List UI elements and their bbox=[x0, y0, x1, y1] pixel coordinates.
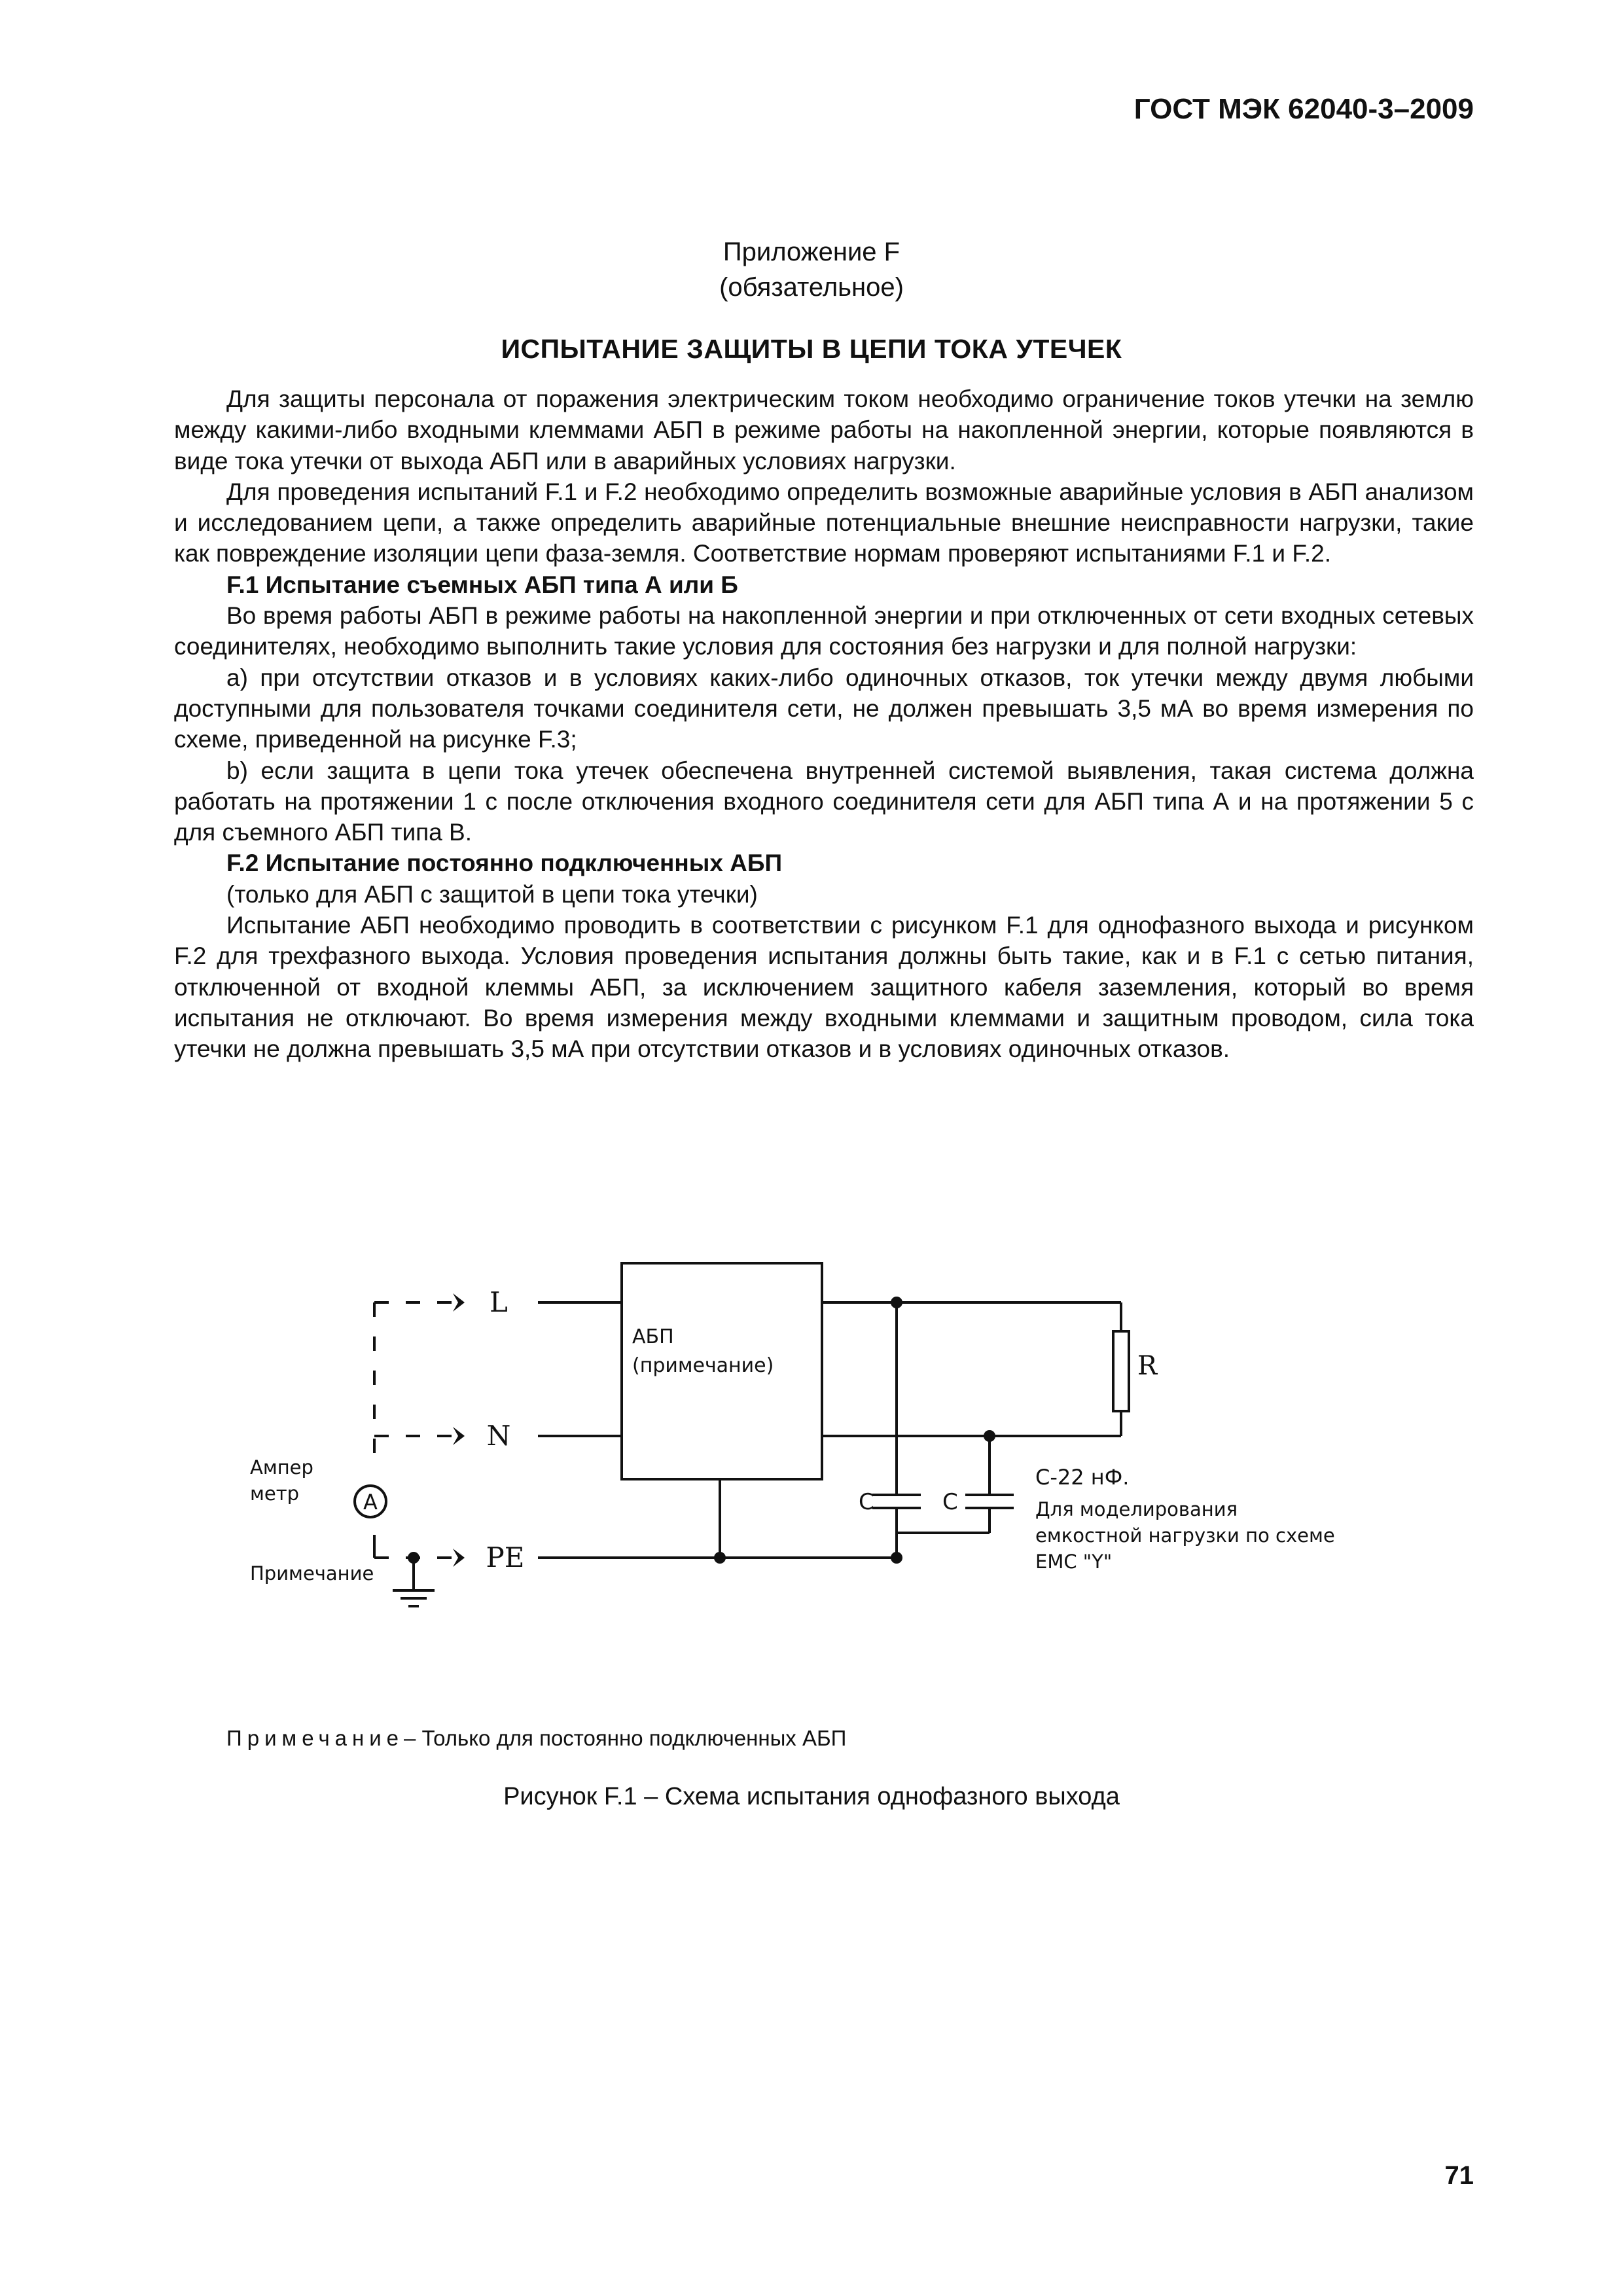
terminal-pe-label: PE bbox=[486, 1541, 525, 1573]
junction-dot bbox=[408, 1552, 419, 1564]
cap1-label: C bbox=[859, 1489, 874, 1515]
paragraph-f2-scope: (только для АБП с защитой в цепи тока утечки) bbox=[226, 880, 758, 908]
paragraph-f1-conditions: Во время работы АБП в режиме работы на накопленной энергии и при отключенных от сети входных сетевых соединителях, необходимо выполнить такие условия для состояния без нагрузки и для полной нагрузки: bbox=[174, 602, 1474, 660]
arrow-pe-icon bbox=[453, 1549, 465, 1567]
terminal-n-label: N bbox=[486, 1420, 511, 1452]
resistor-symbol bbox=[1113, 1331, 1129, 1411]
annex-status: (обязательное) bbox=[719, 273, 904, 302]
paragraph-tests: Для проведения испытаний F.1 и F.2 необходимо определить возможные аварийные условия в АБП анализом и исследованием цепи, а также определить аварийные потенциальные внешние неисправности нагрузки, такие как повреждение изоляции цепи фаза-земля. Соответствие нормам проверяют испытаниями F.1 и F.2. bbox=[174, 478, 1474, 567]
arrow-l-icon bbox=[453, 1293, 465, 1312]
note-text: – Только для постоянно подключенных АБП bbox=[404, 1726, 847, 1750]
junction-dot bbox=[891, 1552, 902, 1564]
ammeter-label-2: метр bbox=[250, 1482, 300, 1505]
subsection-f1-heading: F.1 Испытание съемных АБП типа А или Б bbox=[226, 571, 738, 598]
ammeter-letter: A bbox=[363, 1490, 378, 1515]
annex-title: Приложение F bbox=[722, 238, 901, 266]
cap-description-1: Для моделирования bbox=[1035, 1498, 1238, 1520]
note-label: Примечание bbox=[226, 1726, 404, 1750]
figure-caption: Рисунок F.1 – Схема испытания однофазного выхода bbox=[503, 1783, 1120, 1810]
paragraph-intro: Для защиты персонала от поражения электрическим током необходимо ограничение токов утечки на землю между какими-либо входными клеммами АБП в режиме работы на накопленной энергии, которые появляются в виде тока утечки от выхода АБП или в аварийных условиях нагрузки. bbox=[174, 386, 1474, 475]
paragraph-f1-item-a: a) при отсутствии отказов и в условиях каких-либо одиночных отказов, ток утечки между двумя любыми доступными для пользователя точками соединителя сети, не должен превышать 3,5 мА во время измерения по схеме, приведенной на рисунке F.3; bbox=[174, 664, 1474, 753]
arrow-n-icon bbox=[453, 1427, 465, 1445]
subsection-f2-heading: F.2 Испытание постоянно подключенных АБП bbox=[226, 850, 783, 877]
ups-note: (примечание) bbox=[632, 1354, 774, 1377]
terminal-l-label: L bbox=[490, 1286, 508, 1318]
paragraph-f1-item-b: b) если защита в цепи тока утечек обеспечена внутренней системой выявления, такая система должна работать на протяжении 1 с после отключения входного соединителя сети для АБП типа А и на протяжении 5 с для съемного АБП типа В. bbox=[174, 757, 1474, 846]
junction-dot bbox=[891, 1297, 902, 1308]
cap-value: C-22 нФ. bbox=[1035, 1465, 1130, 1490]
paragraph-f2-procedure: Испытание АБП необходимо проводить в соответствии с рисунком F.1 для однофазного выхода и рисунком F.2 для трехфазного выхода. Условия проведения испытания должны быть такие, как и в F.1 с сетью питания, отключенной от входной клеммы АБП, за исключением защитного кабеля заземления, который во время испытания не отключают. Во время измерения между входными клеммами и защитным проводом, сила тока утечки не должна превышать 3,5 мА при отсутствии отказов и в условиях одиночных отказов. bbox=[174, 912, 1474, 1063]
cap-description-3: EMC "Y" bbox=[1035, 1551, 1113, 1573]
figure-note-label: Примечание bbox=[250, 1562, 374, 1585]
junction-dot bbox=[984, 1430, 995, 1442]
junction-dot bbox=[714, 1552, 726, 1564]
body-text bbox=[174, 384, 1474, 1065]
resistor-label: R bbox=[1137, 1351, 1158, 1381]
circuit-diagram bbox=[0, 1230, 1623, 1649]
standard-number: ГОСТ МЭК 62040-3–2009 bbox=[1133, 93, 1474, 125]
annex-block bbox=[0, 234, 1623, 305]
ammeter-label-1: Ампер bbox=[250, 1456, 313, 1479]
ups-label: АБП bbox=[632, 1325, 674, 1348]
figure-note bbox=[226, 1726, 846, 1751]
page-number: 71 bbox=[1444, 2161, 1474, 2190]
section-heading: ИСПЫТАНИЕ ЗАЩИТЫ В ЦЕПИ ТОКА УТЕЧЕК bbox=[501, 334, 1122, 364]
cap2-label: C bbox=[942, 1489, 958, 1515]
cap-description-2: емкостной нагрузки по схеме bbox=[1035, 1524, 1335, 1547]
